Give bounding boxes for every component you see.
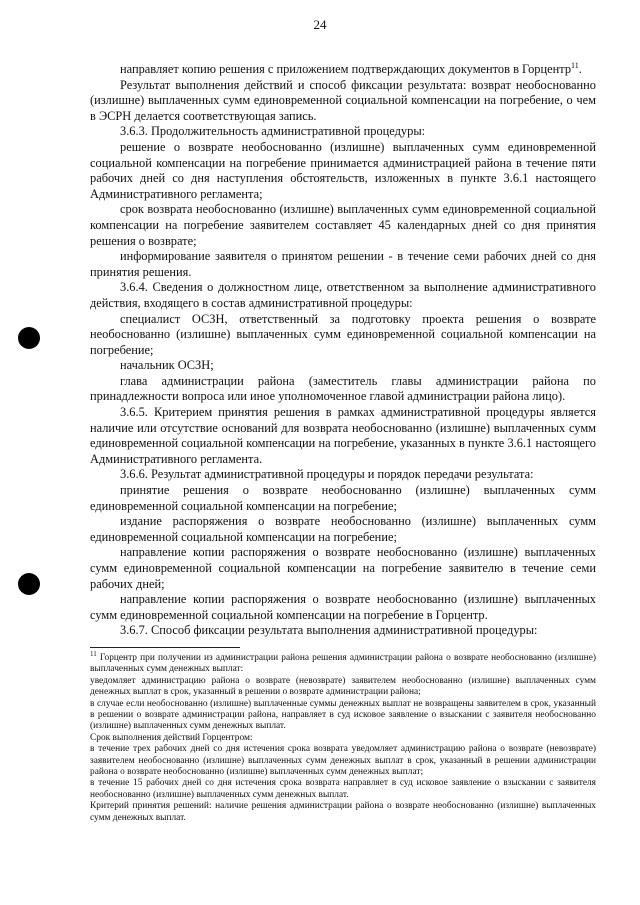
paragraph: направляет копию решения с приложением подтверждающих документов в Горцентр$^{11}$. [120, 60, 582, 76]
paragraph: принятие решения о возврате необоснованно (излишне) выплаченных сумм единовременной социальной компенсации на погребение; [90, 483, 596, 513]
paragraph: информирование заявителя о принятом решении - в течение семи рабочих дней со дня принятия решения. [90, 249, 596, 279]
section-heading: 3.6.7. Способ фиксации результата выполнения административной процедуры: [120, 623, 538, 638]
section-heading: 3.6.5. Критерием принятия решения в рамках административной процедуры является наличие или отсутствие оснований для возврата необоснованно (излишне) выплаченных сумм единовременной социальной компенсации на погребение, указанных в пункте 3.6.1 настоящего Административного регламента. [90, 405, 596, 466]
footnote-number: 11 [90, 649, 97, 658]
punch-hole [18, 573, 40, 595]
paragraph: Результат выполнения действий и способ фиксации результата: возврат необоснованно (излишне) выплаченных сумм единовременной социальной компенсации на погребение, о чем в ЭСРН делается соответствующая запись. [90, 77, 596, 123]
footnote-line: в случае если необоснованно (излишне) выплаченные суммы денежных выплат не возвращены заявителем в срок, указанный в решении о возврате администрации района, направляет в суд исковое заявление о взыскании с заявителя необоснованно (излишне) выплаченных сумм денежных выплат. [90, 698, 596, 732]
footnote-line: Срок выполнения действий Горцентром: [90, 732, 253, 743]
section-heading: 3.6.3. Продолжительность административной процедуры: [120, 124, 426, 139]
section-heading: 3.6.6. Результат административной процедуры и порядок передачи результата: [120, 467, 534, 482]
footnote-line: уведомляет администрацию района о возврате (невозврате) заявителем необоснованно (излишне) выплаченных сумм денежных выплат в срок, указанный в решении о возврате администрации района; [90, 675, 596, 698]
footnote-line: Критерий принятия решений: наличие решения администрации района о возврате необоснованно (излишне) выплаченных сумм денежных выплат. [90, 801, 596, 823]
page-number: 24 [313, 17, 327, 32]
punch-hole [18, 327, 40, 349]
body-text [90, 62, 596, 639]
footnotes [90, 649, 596, 824]
paragraph: решение о возврате необоснованно (излишне) выплаченных сумм единовременной социальной компенсации на погребение принимается администрацией района в течение пяти рабочих дней со дня наступления обстоятельств, изложенных в пункте 3.6.1 настоящего Административного регламента; [90, 139, 596, 201]
paragraph: направление копии распоряжения о возврате необоснованно (излишне) выплаченных сумм единовременной социальной компенсации на погребение в Горцентр. [90, 592, 596, 622]
paragraph: издание распоряжения о возврате необоснованно (излишне) выплаченных сумм единовременной социальной компенсации на погребение; [90, 514, 596, 544]
paragraph: начальник ОСЗН; [120, 358, 214, 373]
footnote-line: в течение 15 рабочих дней со дня истечения срока возврата направляет в суд исковое заявление о взыскании с заявителя необоснованно (излишне) выплаченных сумм денежных выплат. [90, 778, 596, 800]
paragraph: глава администрации района (заместитель главы администрации района по принадлежности вопроса или иное уполномоченное главой администрации района лицо). [90, 373, 596, 404]
paragraph: специалист ОСЗН, ответственный за подготовку проекта решения о возврате необоснованно (излишне) выплаченных сумм единовременной социальной компенсации на погребение; [90, 311, 596, 357]
footnote-line: в течение трех рабочих дней со дня истечения срока возврата уведомляет администрацию района о возврате (невозврате) заявителем необоснованно (излишне) выплаченных сумм денежных выплат в срок, указанный в решении администрации района о возврате необоснованно (излишне) выплаченных сумм денежных выплат; [90, 744, 596, 778]
footnote: $^{11}$ Горцентр при получении из администрации района решения администрации района о возврате необоснованно (излишне) выплаченных сумм денежных выплат: [90, 649, 596, 675]
footnote-divider [90, 647, 240, 648]
paragraph: срок возврата необоснованно (излишне) выплаченных сумм единовременной социальной компенсации на погребение заявителем составляет 45 календарных дней со дня принятия решения о возврате; [90, 202, 596, 248]
paragraph: направление копии распоряжения о возврате необоснованно (излишне) выплаченных сумм единовременной социальной компенсации на погребение заявителю в течение семи рабочих дней; [90, 545, 596, 591]
footnote-ref: 11 [571, 60, 579, 70]
section-heading: 3.6.4. Сведения о должностном лице, ответственном за выполнение административного действия, входящего в состав административной процедуры: [90, 280, 596, 310]
